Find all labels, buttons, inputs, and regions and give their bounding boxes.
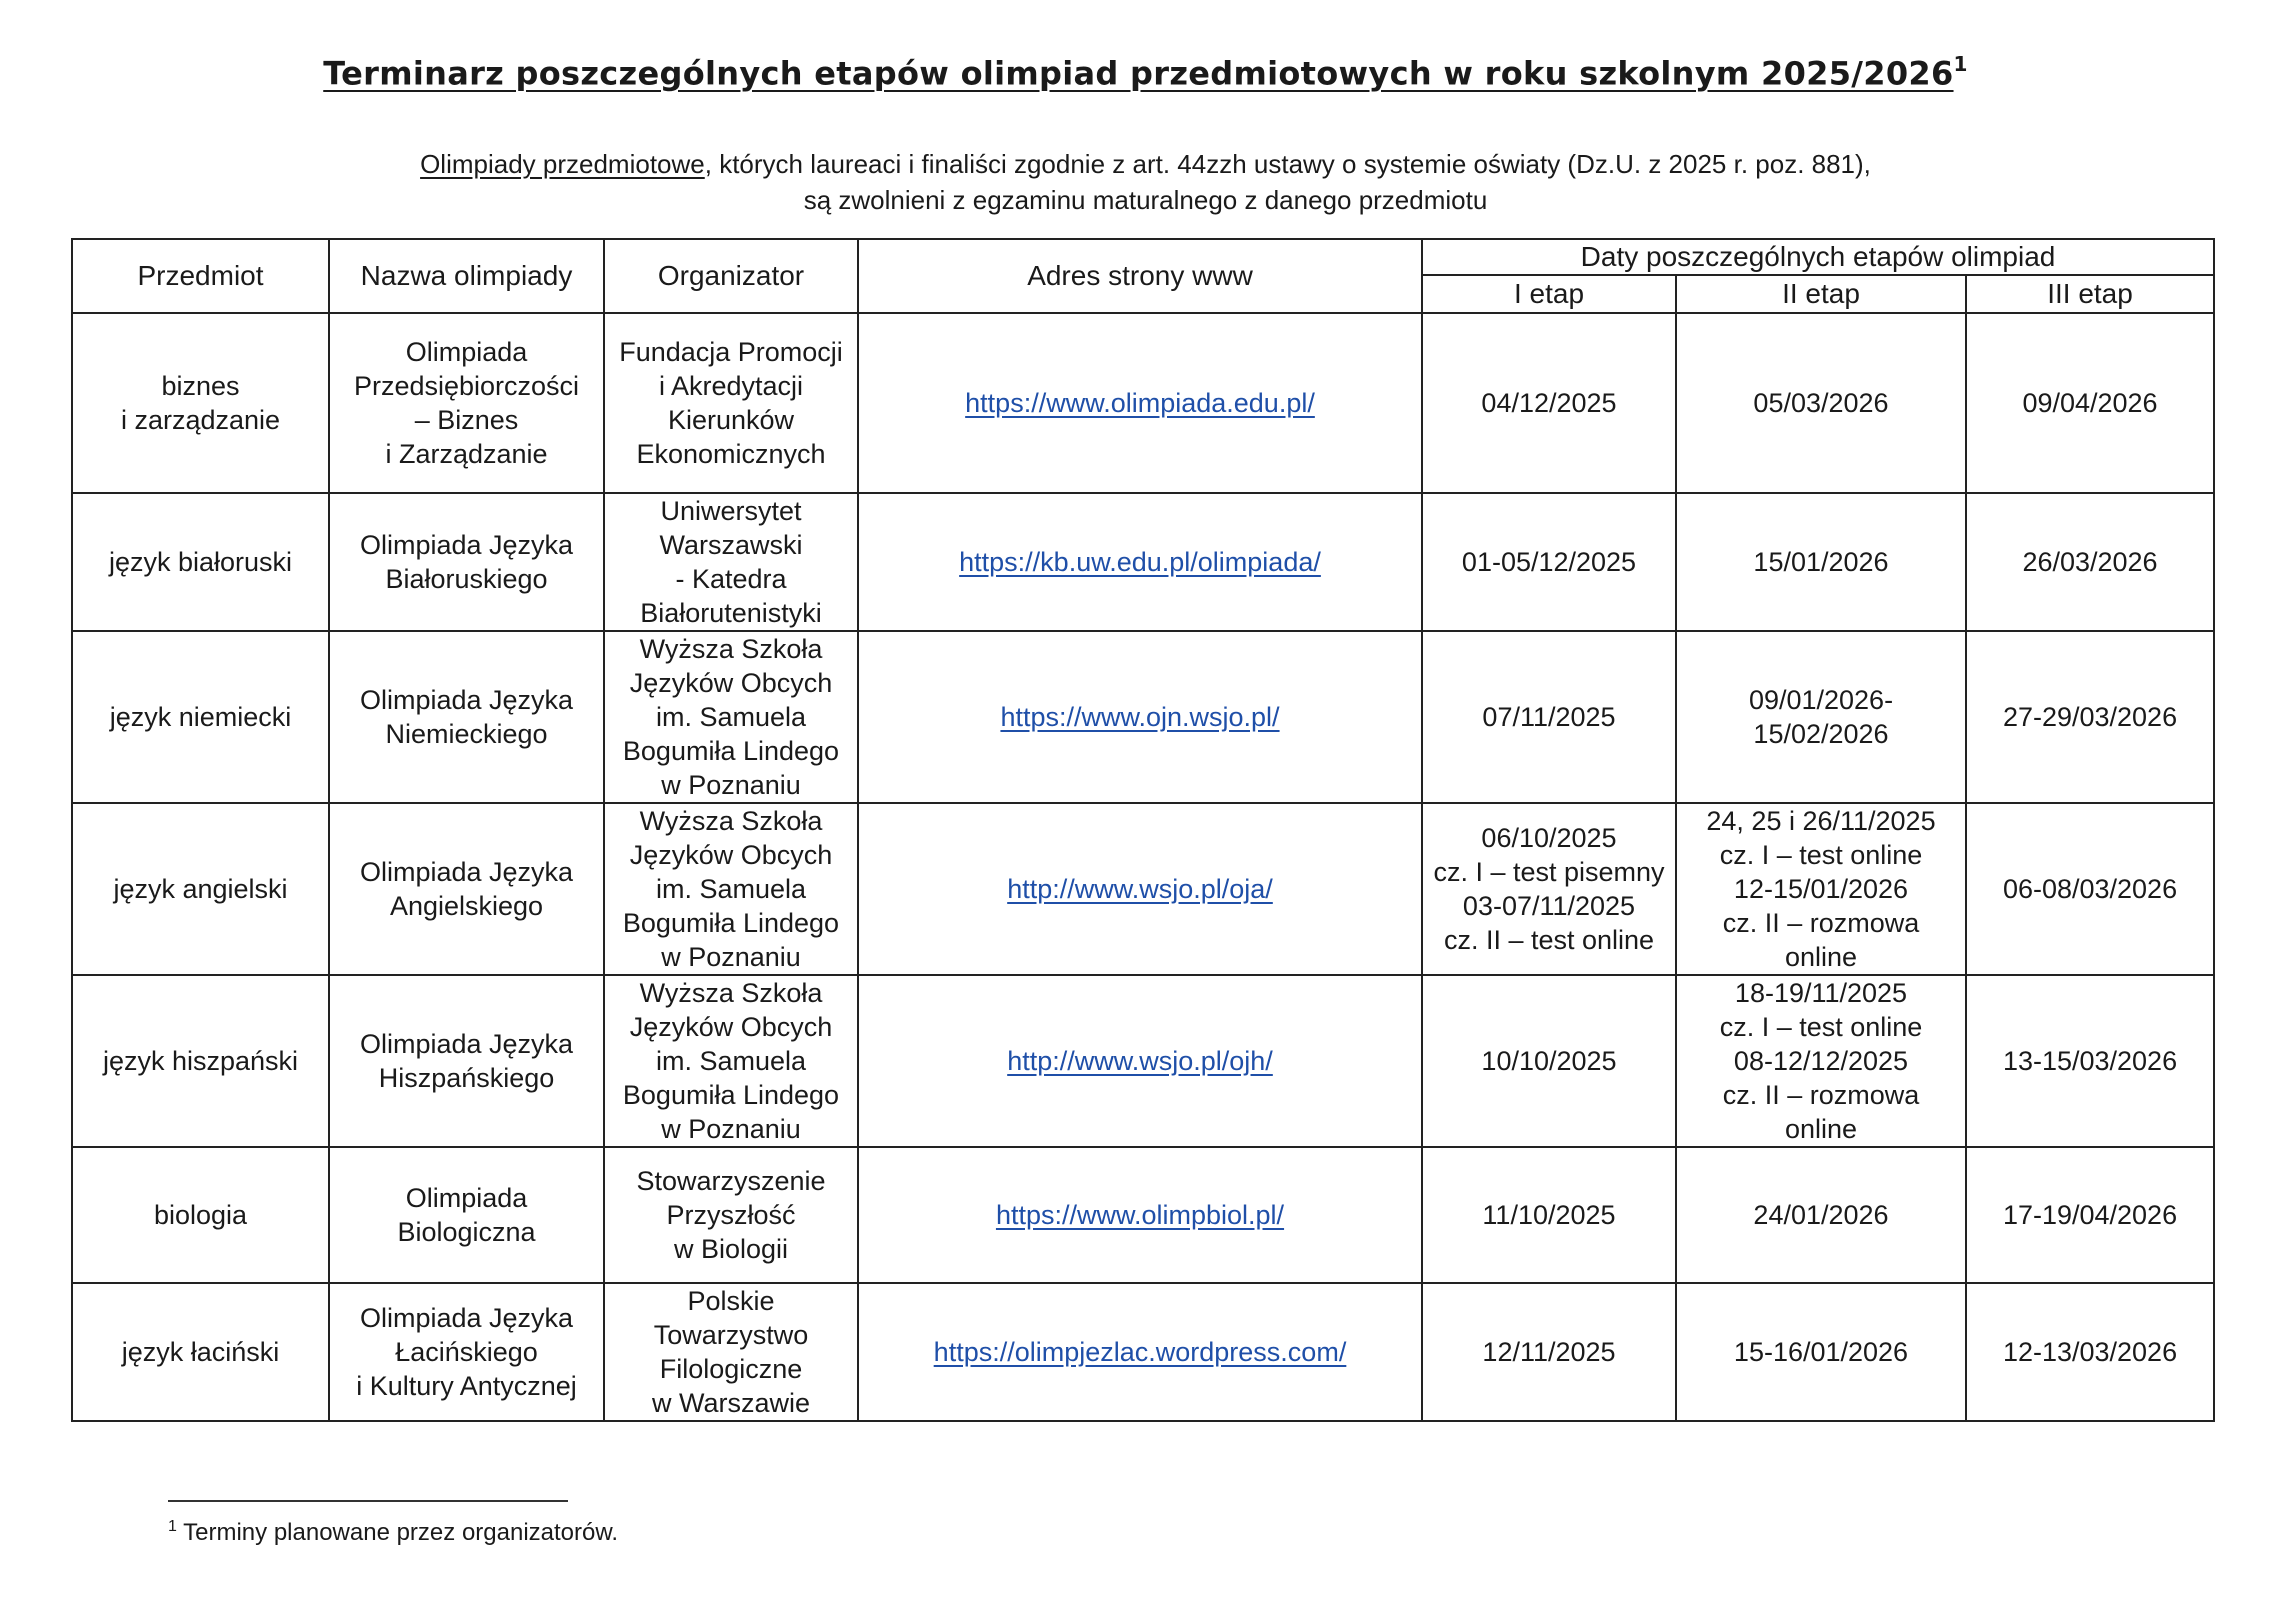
cell-text-line: w Biologii <box>673 1234 789 1264</box>
cell-text-line: Przyszłość <box>666 1200 796 1230</box>
cell-website <box>858 313 1422 493</box>
header-organizer: Organizator <box>604 239 858 313</box>
cell-website <box>858 975 1422 1147</box>
website-link[interactable]: http://www.wsjo.pl/oja/ <box>1007 874 1273 904</box>
cell-text-line: Języków Obcych <box>629 668 833 698</box>
cell-website <box>858 1147 1422 1283</box>
cell-stage-3 <box>1966 1283 2214 1421</box>
cell-text-line: język niemiecki <box>109 702 292 732</box>
cell-text-line: online <box>1784 942 1858 972</box>
cell-text-line: biznes <box>161 371 240 401</box>
cell-text-line: Hiszpańskiego <box>378 1063 555 1093</box>
cell-text-line: biologia <box>153 1200 248 1230</box>
table-body <box>72 313 2214 1421</box>
page-title <box>0 54 2291 93</box>
cell-text-line: 06-08/03/2026 <box>2002 874 2178 904</box>
cell-text-line: cz. I – test pisemny <box>1433 857 1665 887</box>
cell-text-line: 03-07/11/2025 <box>1462 891 1636 921</box>
cell-text-line: język białoruski <box>108 547 293 577</box>
table-row <box>72 493 2214 631</box>
cell-organizer <box>604 975 858 1147</box>
cell-stage-1 <box>1422 493 1676 631</box>
header-stage-3: III etap <box>1966 275 2214 313</box>
table-row <box>72 975 2214 1147</box>
website-link[interactable]: https://www.olimpiada.edu.pl/ <box>965 388 1315 418</box>
cell-text-line: 15/01/2026 <box>1753 547 1889 577</box>
cell-text-line: Łacińskiego <box>395 1337 538 1367</box>
cell-stage-2 <box>1676 1283 1966 1421</box>
header-olympiad-name: Nazwa olimpiady <box>329 239 604 313</box>
cell-organizer <box>604 493 858 631</box>
cell-stage-2 <box>1676 313 1966 493</box>
cell-text-line: cz. II – rozmowa <box>1722 908 1920 938</box>
cell-subject <box>72 631 329 803</box>
cell-text-line: cz. I – test online <box>1719 840 1923 870</box>
cell-olympiad-name <box>329 975 604 1147</box>
subtitle-underlined-text: Olimpiady przedmiotowe <box>420 149 705 179</box>
cell-text-line: język łaciński <box>121 1337 280 1367</box>
table-header <box>72 239 2214 313</box>
cell-olympiad-name <box>329 493 604 631</box>
cell-text-line: język angielski <box>113 874 288 904</box>
cell-text-line: 06/10/2025 <box>1481 823 1617 853</box>
table-row <box>72 803 2214 975</box>
cell-text-line: Warszawski <box>659 530 803 560</box>
cell-text-line: 15-16/01/2026 <box>1733 1337 1909 1367</box>
cell-stage-3 <box>1966 313 2214 493</box>
cell-text-line: 18-19/11/2025 <box>1734 978 1908 1008</box>
subtitle-line-1-rest: , których laureaci i finaliści zgodnie z art. 44zzh ustawy o systemie oświaty (Dz.U. z 2025 r. poz. 881), <box>704 149 1871 179</box>
subtitle-line-2: są zwolnieni z egzaminu maturalnego z danego przedmiotu <box>803 185 1488 215</box>
cell-stage-1 <box>1422 313 1676 493</box>
cell-subject <box>72 803 329 975</box>
cell-text-line: w Poznaniu <box>661 770 801 800</box>
table-row <box>72 313 2214 493</box>
website-link[interactable]: https://olimpjezlac.wordpress.com/ <box>933 1337 1347 1367</box>
cell-text-line: 05/03/2026 <box>1753 388 1889 418</box>
cell-text-line: Olimpiada Języka <box>359 1029 574 1059</box>
cell-text-line: im. Samuela <box>655 874 807 904</box>
footnote-text: Terminy planowane przez organizatorów. <box>183 1519 619 1546</box>
subtitle-line-1 <box>0 146 2291 182</box>
cell-text-line: 12/11/2025 <box>1482 1337 1616 1367</box>
cell-text-line: Bogumiła Lindego <box>622 1080 840 1110</box>
cell-text-line: Olimpiada Języka <box>359 857 574 887</box>
footnote-divider <box>168 1500 568 1502</box>
cell-text-line: Olimpiada Języka <box>359 1303 574 1333</box>
cell-organizer <box>604 1283 858 1421</box>
cell-text-line: 11/10/2025 <box>1482 1200 1616 1230</box>
cell-text-line: Języków Obcych <box>629 840 833 870</box>
title-text: Terminarz poszczególnych etapów olimpiad przedmiotowych w roku szkolnym 2025/2026 <box>323 54 1954 93</box>
subtitle <box>0 146 2291 218</box>
cell-text-line: 09/01/2026- <box>1748 685 1894 715</box>
cell-stage-2 <box>1676 803 1966 975</box>
cell-text-line: Białorutenistyki <box>640 598 822 628</box>
cell-text-line: Kierunków <box>667 405 795 435</box>
table-row <box>72 631 2214 803</box>
cell-text-line: Stowarzyszenie <box>636 1166 826 1196</box>
cell-text-line: Ekonomicznych <box>636 439 826 469</box>
cell-text-line: 04/12/2025 <box>1481 388 1617 418</box>
cell-stage-1 <box>1422 1283 1676 1421</box>
cell-website <box>858 1283 1422 1421</box>
cell-organizer <box>604 1147 858 1283</box>
title-footnote-mark: 1 <box>1953 52 1968 76</box>
cell-organizer <box>604 631 858 803</box>
cell-text-line: Wyższa Szkoła <box>639 978 823 1008</box>
cell-organizer <box>604 803 858 975</box>
table-row <box>72 1283 2214 1421</box>
header-stage-1: I etap <box>1422 275 1676 313</box>
website-link[interactable]: https://www.olimpbiol.pl/ <box>995 1200 1285 1230</box>
header-dates-group: Daty poszczególnych etapów olimpiad <box>1422 239 2214 275</box>
cell-stage-3 <box>1966 493 2214 631</box>
cell-text-line: i Kultury Antycznej <box>356 1371 577 1401</box>
cell-organizer <box>604 313 858 493</box>
cell-stage-2 <box>1676 493 1966 631</box>
cell-text-line: 26/03/2026 <box>2022 547 2158 577</box>
cell-text-line: 08-12/12/2025 <box>1733 1046 1909 1076</box>
cell-text-line: 09/04/2026 <box>2022 388 2158 418</box>
cell-text-line: cz. II – test online <box>1443 925 1655 955</box>
cell-text-line: im. Samuela <box>655 702 807 732</box>
olympiad-schedule-table <box>71 238 2215 1422</box>
cell-text-line: - Katedra <box>675 564 787 594</box>
cell-text-line: Bogumiła Lindego <box>622 908 840 938</box>
cell-text-line: Polskie <box>687 1286 775 1316</box>
header-website: Adres strony www <box>858 239 1422 313</box>
cell-subject <box>72 1283 329 1421</box>
cell-text-line: i Zarządzanie <box>385 439 548 469</box>
cell-text-line: 17-19/04/2026 <box>2002 1200 2178 1230</box>
cell-text-line: 12-13/03/2026 <box>2002 1337 2178 1367</box>
table-row <box>72 1147 2214 1283</box>
cell-text-line: 07/11/2025 <box>1482 702 1616 732</box>
cell-text-line: 24/01/2026 <box>1753 1200 1889 1230</box>
header-subject: Przedmiot <box>72 239 329 313</box>
cell-text-line: Białoruskiego <box>385 564 548 594</box>
cell-subject <box>72 313 329 493</box>
cell-text-line: Wyższa Szkoła <box>639 806 823 836</box>
cell-text-line: Języków Obcych <box>629 1012 833 1042</box>
cell-text-line: im. Samuela <box>655 1046 807 1076</box>
cell-subject <box>72 975 329 1147</box>
cell-text-line: Olimpiada <box>405 337 528 367</box>
cell-text-line: Bogumiła Lindego <box>622 736 840 766</box>
cell-olympiad-name <box>329 1147 604 1283</box>
cell-text-line: 15/02/2026 <box>1753 719 1889 749</box>
cell-text-line: 01-05/12/2025 <box>1461 547 1637 577</box>
cell-text-line: Biologiczna <box>397 1217 536 1247</box>
cell-text-line: Filologiczne <box>659 1354 803 1384</box>
cell-stage-2 <box>1676 1147 1966 1283</box>
cell-text-line: online <box>1784 1114 1858 1144</box>
cell-text-line: Olimpiada <box>405 1183 528 1213</box>
cell-stage-2 <box>1676 631 1966 803</box>
cell-stage-1 <box>1422 975 1676 1147</box>
cell-stage-2 <box>1676 975 1966 1147</box>
cell-text-line: 24, 25 i 26/11/2025 <box>1706 806 1936 836</box>
header-stage-2: II etap <box>1676 275 1966 313</box>
cell-subject <box>72 1147 329 1283</box>
cell-text-line: Wyższa Szkoła <box>639 634 823 664</box>
cell-text-line: cz. II – rozmowa <box>1722 1080 1920 1110</box>
cell-text-line: Niemieckiego <box>385 719 548 749</box>
cell-text-line: – Biznes <box>414 405 519 435</box>
footnote-mark: 1 <box>168 1518 177 1535</box>
cell-text-line: język hiszpański <box>102 1046 299 1076</box>
cell-text-line: i Akredytacji <box>658 371 804 401</box>
cell-text-line: Fundacja Promocji <box>619 337 843 367</box>
cell-olympiad-name <box>329 803 604 975</box>
cell-text-line: Angielskiego <box>389 891 544 921</box>
cell-subject <box>72 493 329 631</box>
cell-text-line: w Poznaniu <box>661 942 801 972</box>
cell-text-line: 12-15/01/2026 <box>1733 874 1909 904</box>
cell-website <box>858 493 1422 631</box>
website-link[interactable]: https://www.ojn.wsjo.pl/ <box>1000 702 1280 732</box>
cell-text-line: 10/10/2025 <box>1481 1046 1617 1076</box>
cell-stage-3 <box>1966 975 2214 1147</box>
cell-text-line: w Warszawie <box>651 1388 811 1418</box>
cell-text-line: Olimpiada Języka <box>359 530 574 560</box>
cell-text-line: Towarzystwo <box>653 1320 809 1350</box>
cell-text-line: i zarządzanie <box>120 405 281 435</box>
website-link[interactable]: https://kb.uw.edu.pl/olimpiada/ <box>959 547 1321 577</box>
cell-stage-1 <box>1422 1147 1676 1283</box>
cell-text-line: Przedsiębiorczości <box>353 371 580 401</box>
cell-olympiad-name <box>329 313 604 493</box>
cell-text-line: Olimpiada Języka <box>359 685 574 715</box>
cell-website <box>858 631 1422 803</box>
cell-stage-1 <box>1422 803 1676 975</box>
footnote <box>168 1518 618 1547</box>
cell-text-line: 27-29/03/2026 <box>2002 702 2178 732</box>
cell-olympiad-name <box>329 631 604 803</box>
cell-text-line: cz. I – test online <box>1719 1012 1923 1042</box>
cell-stage-3 <box>1966 631 2214 803</box>
cell-text-line: 13-15/03/2026 <box>2002 1046 2178 1076</box>
cell-website <box>858 803 1422 975</box>
cell-text-line: Uniwersytet <box>660 496 802 526</box>
website-link[interactable]: http://www.wsjo.pl/ojh/ <box>1007 1046 1273 1076</box>
cell-olympiad-name <box>329 1283 604 1421</box>
cell-stage-3 <box>1966 1147 2214 1283</box>
cell-stage-1 <box>1422 631 1676 803</box>
cell-stage-3 <box>1966 803 2214 975</box>
cell-text-line: w Poznaniu <box>661 1114 801 1144</box>
